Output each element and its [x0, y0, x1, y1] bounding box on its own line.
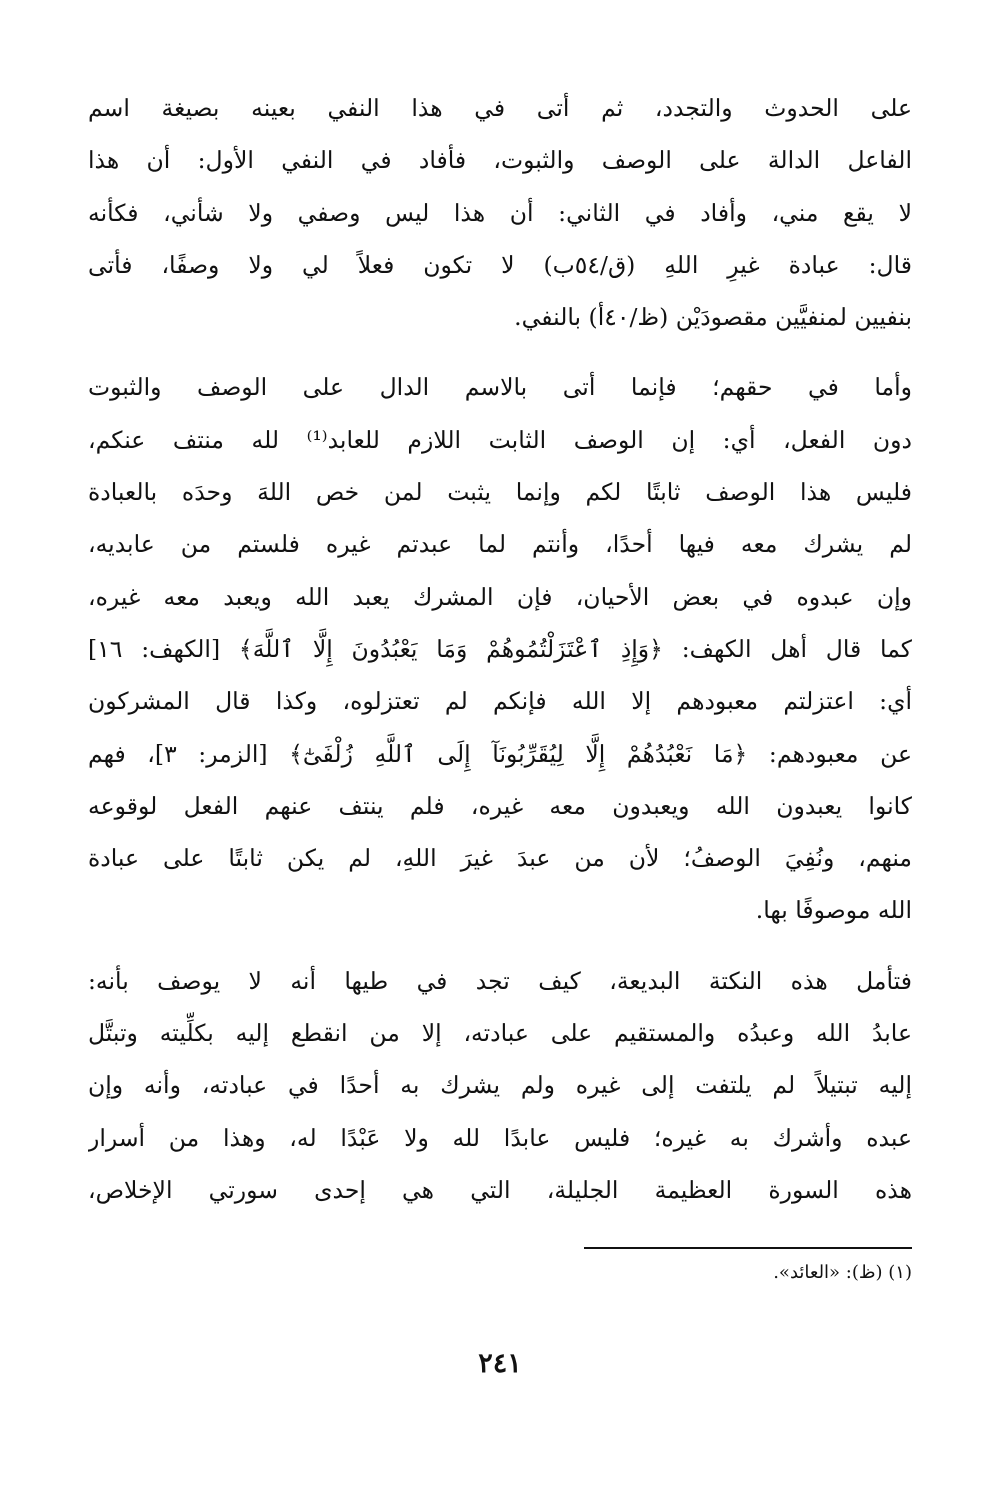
text-line: لا يقع مني، وأفاد في الثاني: أن هذا ليس وصفي ولا شأني، فكأنه: [88, 198, 912, 227]
text-line: إليه تبتيلاً لم يلتفت إلى غيره ولم يشرك به أحدًا في عبادته، وأنه وإن: [88, 1071, 912, 1100]
body-text: [88, 82, 912, 1216]
text-line: منهم، ونُفِيَ الوصفُ؛ لأن من عبدَ غيرَ اللهِ، لم يكن ثابتًا على عبادة: [88, 844, 912, 873]
text-line: فتأمل هذه النكتة البديعة، كيف تجد في طيها أنه لا يوصف بأنه:: [88, 966, 912, 995]
page-number: ٢٤١: [478, 1348, 522, 1379]
paragraph-2: [88, 361, 912, 936]
text-line: على الحدوث والتجدد، ثم أتى في هذا النفي بعينه بصيغة اسم: [88, 94, 912, 122]
text-line: فليس هذا الوصف ثابتًا لكم وإنما يثبت لمن خص اللهَ وحدَه بالعبادة: [88, 478, 912, 507]
text-line: دون الفعل، أي: إن الوصف الثابت اللازم للعابد⁽¹⁾ لله منتف عنكم،: [88, 425, 912, 454]
text-line: عبده وأشرك به غيره؛ فليس عابدًا لله ولا عَبْدًا له، وهذا من أسرار: [88, 1123, 912, 1152]
text-line: قال: عبادة غيرِ اللهِ (ق/٥٤ب) لا تكون فعلاً لي ولا وصفًا، فأتى: [88, 250, 912, 279]
footnote-divider: [584, 1247, 912, 1249]
text-line: وإن عبدوه في بعض الأحيان، فإن المشرك يعبد الله ويعبد معه غيره،: [88, 582, 912, 611]
text-line: هذه السورة العظيمة الجليلة، التي هي إحدى سورتي الإخلاص،: [88, 1175, 912, 1204]
text-line: الله موصوفًا بها.: [755, 896, 912, 925]
text-line: أي: اعتزلتم معبودهم إلا الله فإنكم لم تعتزلوه، وكذا قال المشركون: [88, 687, 912, 716]
text-line: وأما في حقهم؛ فإنما أتى بالاسم الدال على الوصف والثبوت: [88, 373, 912, 402]
paragraph-spacer: [88, 937, 912, 955]
quran-quote-line: عن معبودهم: ﴿مَا نَعْبُدُهُمْ إِلَّا لِيُقَرِّبُونَآ إِلَى ٱللَّهِ زُلْفَىٰٓ﴾ [الزمر: ٣]، فهم: [88, 739, 912, 768]
quran-quote-line: كما قال أهل الكهف: ﴿وَإِذِ ٱعْتَزَلْتُمُوهُمْ وَمَا يَعْبُدُونَ إِلَّا ٱللَّهَ﴾ [الكهف: ١٦]: [88, 634, 912, 663]
paragraph-1: [88, 82, 912, 343]
text-line: بنفيين لمنفيَّين مقصودَيْن (ظ/٤٠أ) بالنفي.: [514, 303, 912, 332]
paragraph-spacer: [88, 343, 912, 361]
footnote: (١) (ظ): «العائد».: [773, 1262, 912, 1283]
text-line: عابدُ الله وعبدُه والمستقيم على عبادته، إلا من انقطع إليه بكلِّيته وتبتَّل: [88, 1019, 912, 1048]
text-line: كانوا يعبدون الله ويعبدون معه غيره، فلم ينتف عنهم الفعل لوقوعه: [88, 791, 912, 820]
text-line: لم يشرك معه فيها أحدًا، وأنتم لما عبدتم غيره فلستم من عابديه،: [88, 530, 912, 559]
text-line: الفاعل الدالة على الوصف والثبوت، فأفاد في النفي الأول: أن هذا: [88, 146, 912, 175]
paragraph-3: [88, 955, 912, 1216]
